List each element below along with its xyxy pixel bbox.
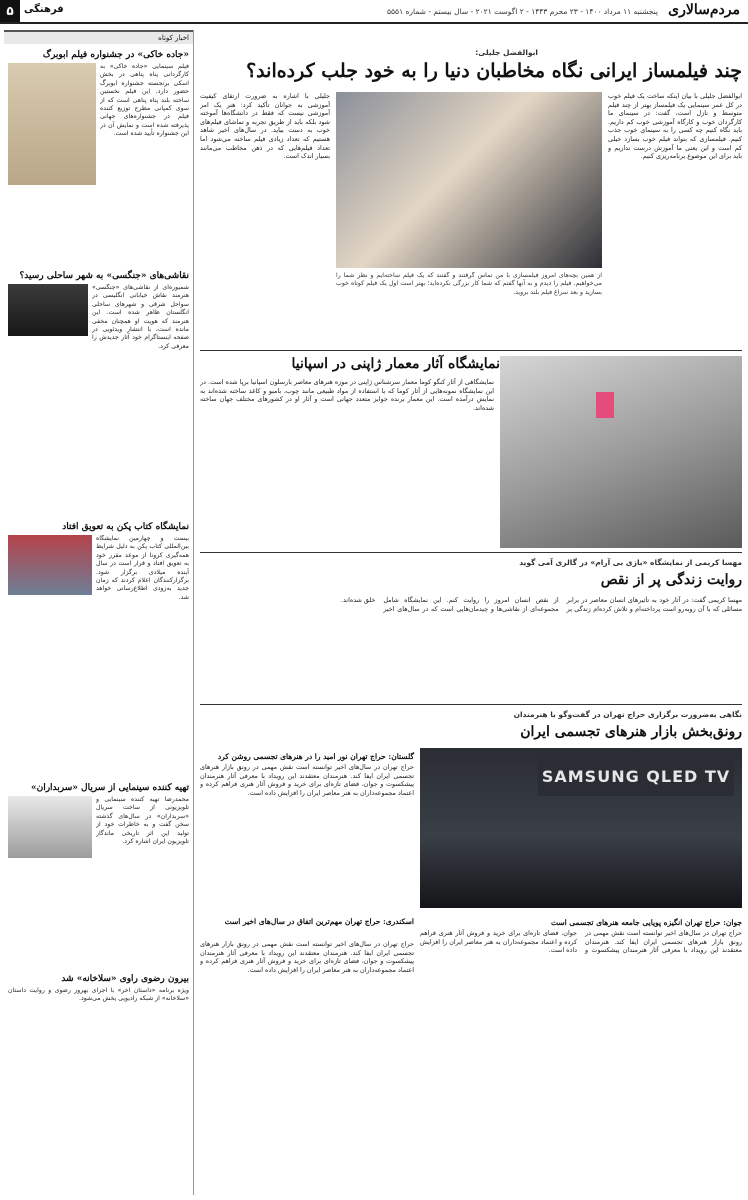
auction-lower [420, 914, 742, 1189]
issue-line: پنجشنبه ۱۱ مرداد ۱۴۰۰ - ۲۳ محرم ۱۴۴۳ - ۲ اگوست ۲۰۲۱ - سال بیستم - شماره ۵۵۵۱ [386, 7, 658, 16]
section-name: فرهنگی [24, 4, 64, 15]
story-block [4, 284, 193, 514]
story-title[interactable]: بیرون رضوی راوی «سلاخانه» شد [61, 974, 189, 984]
auction-body-1: حراج تهران در سال‌های اخیر توانسته است نقش مهمی در رونق بازار هنرهای تجسمی ایران ایفا کند. هنرمندان معتقدند این رویداد با معرفی آثار هنرمندان پیشکسوت و جوان، فضای تازه‌ای برای خرید و فروش آثار هنری فراهم کرده و اعتماد مجموعه‌داران به هنر معاصر ایران را افزایش داده است. [200, 763, 414, 797]
exhibition-kicker: مهسا کریمی از نمایشگاه «بازی بی آرام» در گالری آمی گوید [519, 558, 742, 567]
divider [200, 704, 742, 705]
divider [200, 350, 742, 351]
film-set-photo [8, 796, 92, 858]
divider [200, 552, 742, 553]
auction-body-3: حراج تهران در سال‌های اخیر توانسته است نقش مهمی در رونق بازار هنرهای تجسمی ایران ایفا کند. هنرمندان معتقدند این رویداد با معرفی آثار هنرمندان پیشکسوت و جوان، فضای تازه‌ای برای خرید و فروش آثار هنری فراهم کرده و اعتماد مجموعه‌داران به هنر معاصر ایران را افزایش داده است. [200, 940, 414, 974]
architecture-body: نمایشگاهی از آثار کنگو کوما معمار سرشناس ژاپنی در موزه هنرهای معاصر بارسلون اسپانیا برپا شده است. در این نمایشگاه نمونه‌هایی از آثار کوما که با استفاده از مواد طبیعی مانند چوب، بامبو و کاغذ ساخته شده‌اند به نمایش درآمده است. این معمار برنده جوایز متعدد جهانی است و آثار او در کشورهای مختلف جهان ساخته شده‌اند. [200, 378, 494, 412]
lead-column-2: جلیلی با اشاره به ضرورت ارتقای کیفیت آموزشی به جوانان تأکید کرد: هنر یک امر آموزشی نیست که فقط در دانشگاه‌ها آموخته شود بلکه باید از طریق تجربه و تماشای فیلم‌های خوب به دست بیاید. در سال‌های اخیر شاهد هستیم که تعداد زیادی فیلم ساخته می‌شود اما تعداد فیلم‌هایی که در ذهن مخاطب می‌مانند بسیار اندک است. [200, 92, 330, 161]
exhibition-body: مهسا کریمی گفت: در آثار خود به تأثیرهای انسان معاصر در برابر مسائلی که با آن روبه‌رو است پرداخته‌ام و تلاش کرده‌ام زندگی پر از نقص انسان امروز را روایت کنم. این نمایشگاه شامل مجموعه‌ای از نقاشی‌ها و چیدمان‌هایی است که در سال‌های اخیر خلق شده‌اند. [340, 596, 742, 613]
exhibition-headline[interactable]: روایت زندگی پر از نقص [600, 572, 742, 588]
story-body: فیلم سینمایی «جاده خاکی» به کارگردانی پناه پناهی در بخش اسکی برنجسته جشنواره ابوبرگ حضور دارد. این فیلم نخستین ساخته بلند پناه پناهی است که از سوی کمپانی مطرح توزیع کننده فیلم در جشنواره‌های جهانی پذیرفته شده است و نمایش آن در این جشنواره تأیید شده است. [100, 63, 189, 138]
story-body: محمدرضا تهیه کننده سینمایی و تلویزیونی از ساخت سریال «سربداران» در سال‌های گذشته سخن گفت و به خاطرات خود از تولید این اثر تاریخی ماندگار تلویزیون ایران اشاره کرد. [96, 796, 189, 846]
visitor-figure [596, 392, 614, 418]
lead-kicker: ابوالفضل جلیلی: [475, 48, 538, 57]
auction-body-2: حراج تهران در سال‌های اخیر توانسته است نقش مهمی در رونق بازار هنرهای تجسمی ایران ایفا کند. هنرمندان معتقدند این رویداد با معرفی آثار هنرمندان پیشکسوت و جوان، فضای تازه‌ای برای خرید و فروش آثار هنری فراهم کرده و اعتماد مجموعه‌داران به هنر معاصر ایران را افزایش داده است. [420, 929, 742, 955]
story-body: بیست و چهارمین نمایشگاه بین‌المللی کتاب پکن به دلیل شرایط همه‌گیری کرونا از موعد مقرر خود به تعویق افتاد و قرار است در سال آینده میلادی برگزار شود. برگزارکنندگان اعلام کردند که زمان جدید به‌زودی اطلاع‌رسانی خواهد شد. [96, 535, 189, 601]
story-body: شمیوره‌ای از نقاشی‌های «جنگسی» هنرمند نقاش خیابانی انگلیسی در سواحل شرقی و شهرهای ساحلی انگلستان ظاهر شده است. این هنرمند که هویت او همچنان مخفی مانده است، با انتشار ویدئویی در صفحه اینستاگرام خود آثار جدیدش را معرفی کرد. [92, 284, 189, 350]
story-body: ویژه برنامه «داستان آخر» با اجرای بهروز رضوی و روایت داستان «سلاخانه» از شبکه رادیویی پخش می‌شود. [8, 987, 189, 1003]
filmmaker-portrait-photo [336, 92, 602, 268]
story-block [4, 63, 193, 263]
film-still-photo [8, 63, 96, 185]
paper-name: مردم‌سالاری [668, 2, 740, 18]
auction-headline[interactable]: رونق‌بخش بازار هنرهای تجسمی ایران [520, 724, 742, 740]
auction-kicker: نگاهی به‌ضرورت برگزاری حراج تهران در گفت‌وگو با هنرمندان [513, 710, 742, 719]
column-label: اخبار کوتاه [4, 30, 193, 44]
story-block [4, 535, 193, 775]
left-column [4, 30, 194, 1195]
page-number: ۵ [0, 0, 20, 22]
book-fair-photo [8, 535, 92, 595]
samsung-screen: SAMSUNG QLED TV [538, 756, 734, 796]
auction-photo [420, 748, 742, 908]
auction-subheads [200, 748, 414, 928]
lead-column-1: ابوالفضل جلیلی با بیان اینکه ساخت یک فیلم خوب در کل عمر سینمایی یک فیلمساز بهتر از چند فیلم متوسط و نازل است، گفت: در سینمای ما کارگردان خوب و کارگاه آموزشی خوب کم داریم. باید نگاه کنیم چه کسی را به سینمای خوب جذب کنیم. فیلمسازی که بتواند فیلم خوب بسازد خیلی کم است و این یعنی ما آموزش درست نداریم و باید برای این موضوع برنامه‌ریزی کنیم. [608, 92, 742, 161]
story-title[interactable]: نقاشی‌های «جنگسی» به شهر ساحلی رسید؟ [19, 271, 189, 281]
auction-subhead: جوان: حراج تهران انگیزه پویایی جامعه هنرهای تجسمی است [550, 918, 742, 927]
architecture-headline[interactable]: نمایشگاه آثار معمار ژاپنی در اسپانیا [291, 356, 500, 372]
auction-subhead: گلستان: حراج تهران نور امید را در هنرهای تجسمی روشن کرد [217, 752, 414, 761]
portrait-caption: از همین بچه‌های امروز فیلمسازی با من تماس گرفتند و گفتند که یک فیلم ساخته‌ایم و نظر شما را می‌خواهیم. فیلم را دیدم و به آنها گفتم که شما کار بزرگی نکرده‌اید؛ بهتر است اول یک فیلم کوتاه خوب بسازید و بعد سراغ فیلم بلند بروید. [336, 272, 602, 296]
story-block [4, 796, 193, 966]
auction-subhead: اسکندری: حراج تهران مهم‌ترین اتفاق در سال‌های اخیر است [224, 917, 414, 926]
story-title[interactable]: «جاده خاکی» در جشنواره فیلم ابوبرگ [42, 50, 189, 60]
mural-photo [8, 284, 88, 336]
story-title[interactable]: تهیه کننده سینمایی از سریال «سربداران» [30, 783, 189, 793]
story-title[interactable]: نمایشگاه کتاب پکن به تعویق افتاد [62, 522, 189, 532]
architecture-photo [500, 356, 742, 548]
lead-headline[interactable]: چند فیلمساز ایرانی نگاه مخاطبان دنیا را به خود جلب کرده‌اند؟ [246, 60, 742, 82]
